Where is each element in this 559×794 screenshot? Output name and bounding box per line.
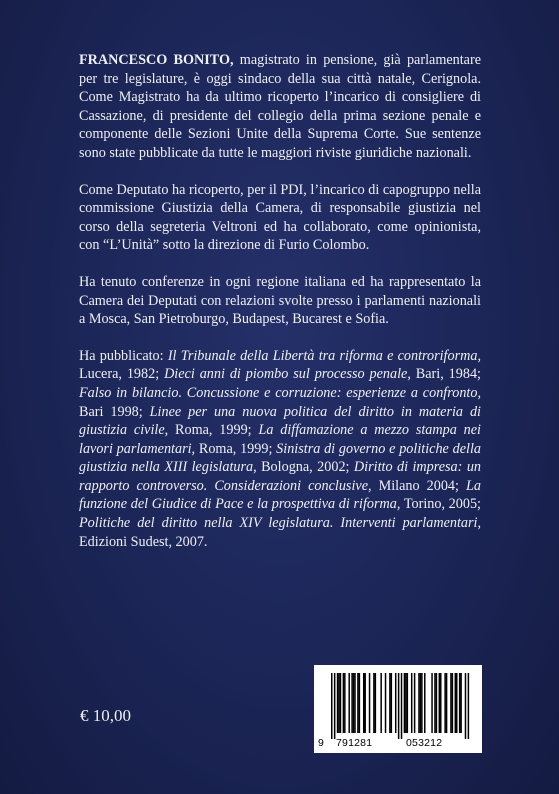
barcode-bar: [364, 673, 366, 733]
publication-title: Diritto di impresa: un rapporto controverso. Considerazioni conclusive: [79, 459, 482, 494]
barcode-guard-bar: [465, 673, 467, 739]
barcode-bar: [338, 673, 340, 733]
barcode-bar: [436, 673, 438, 733]
isbn-barcode: [314, 665, 482, 753]
barcode-guard-bar: [331, 673, 333, 739]
publications-intro: Ha pubblicato:: [79, 347, 168, 364]
barcode-bar: [460, 673, 462, 733]
barcode-bar: [411, 673, 413, 733]
publication-title: La diffamazione a mezzo stampa nei lavori parlamentari,: [79, 422, 481, 457]
barcode-digit-group-1: 791281: [336, 737, 373, 749]
barcode-bar: [418, 673, 420, 733]
barcode-guard-bar: [468, 673, 470, 739]
publication-details: , Bologna, 2002;: [253, 459, 354, 476]
barcode-bar: [456, 673, 458, 733]
barcode-bar: [337, 673, 339, 733]
publication-title: Linee per una nuova politica del diritto in materia di giustizia civile,: [79, 403, 481, 439]
publication-details: Edizioni Sudest, 2007.: [79, 533, 208, 550]
barcode-bar: [380, 673, 382, 733]
publication-title: Il Tribunale della Libertà tra riforma e controriforma,: [167, 347, 482, 364]
barcode-bar: [421, 673, 423, 733]
barcode-bar: [439, 673, 441, 733]
barcode-bar: [369, 673, 371, 733]
publication-details: , Milano 2004;: [368, 477, 467, 494]
barcode-bar: [391, 673, 393, 733]
publication-title: La funzione del Giudice di Pace e la prospettiva di riforma,: [79, 477, 481, 513]
barcode-bar: [414, 673, 416, 733]
barcode-bar: [446, 673, 448, 733]
author-biography: [79, 51, 481, 569]
barcode-bars: [323, 673, 473, 739]
barcode-bar: [424, 673, 426, 733]
barcode-bar: [359, 673, 361, 733]
bio-paragraph-publications: [79, 347, 481, 552]
barcode-bar: [440, 673, 442, 733]
publication-title: Sinistra di governo e politiche della giustizia nella XIII legislatura: [79, 440, 481, 476]
barcode-bar: [354, 673, 356, 733]
barcode-bar: [389, 673, 391, 733]
price-label: € 10,00: [80, 706, 131, 725]
barcode-bar: [452, 673, 454, 733]
barcode-bar: [375, 673, 377, 733]
barcode-bar: [340, 673, 342, 733]
publication-title: Politiche del diritto nella XIV legislatura. Interventi parlamentari,: [79, 515, 481, 532]
bio-paragraph-1: [79, 51, 481, 163]
barcode-bar: [459, 673, 461, 733]
barcode-guard-bar: [398, 673, 400, 739]
barcode-bar: [407, 673, 409, 733]
barcode-bar: [363, 673, 365, 733]
publication-title: Falso in bilancio. Concussione e corruzione: esperienze a confronto,: [79, 384, 481, 401]
barcode-bar: [348, 673, 350, 733]
author-name: FRANCESCO BONITO,: [79, 52, 234, 68]
barcode-bar: [420, 673, 422, 733]
barcode-bar: [431, 673, 433, 733]
barcode-guard-bar: [401, 673, 403, 739]
barcode-bar: [373, 673, 375, 733]
barcode-guard-bar: [334, 673, 336, 739]
barcode-bar: [343, 673, 345, 733]
barcode-digit-group-2: 053212: [406, 737, 443, 749]
barcode-bar: [444, 673, 446, 733]
barcode-bar: [455, 673, 457, 733]
barcode-bar: [353, 673, 355, 733]
bio-paragraph-3: Ha tenuto conferenze in ogni regione italiana ed ha rappresentato la Camera dei Deputati con relazioni svolte presso i parlamenti nazionali a Mosca, San Pietroburgo, Budapest, Bucarest e Sofia.: [79, 273, 481, 328]
barcode-bar: [405, 673, 407, 733]
barcode-bar: [404, 673, 406, 733]
publication-details: Lucera, 1982;: [79, 366, 165, 383]
publication-title: Dieci anni di piombo sul processo penale,: [164, 366, 411, 383]
barcode-bar: [395, 673, 397, 733]
barcode-bar: [357, 673, 359, 733]
barcode-bar: [344, 673, 346, 733]
publication-details: Roma, 1999;: [195, 440, 277, 457]
barcode-bar: [450, 673, 452, 733]
publication-details: Roma, 1999;: [168, 422, 259, 439]
publication-details: Bari 1998;: [79, 403, 150, 420]
publication-details: Bari, 1984;: [410, 366, 481, 383]
bio-paragraph-2: Come Deputato ha ricoperto, per il PDI, l’incarico di capogruppo nella commissione Giustizia della Camera, di responsabile giustizia nel corso della segreteria Veltroni ed ha collaborato, come opinionista, con “L’Unità” sotto la direzione di Furio Colombo.: [79, 181, 481, 254]
barcode-first-digit: 9: [318, 737, 325, 749]
publication-details: Torino, 2005;: [400, 496, 481, 513]
barcode-bar: [385, 673, 387, 733]
barcode-bar: [434, 673, 436, 733]
bio-paragraph-1-text: magistrato in pensione, già parlamentare per tre legislature, è oggi sindaco della sua città natale, Cerignola. Come Magistrato ha da ultimo ricoperto l’incarico di consigliere di Cassazione, di presidente del collegio della prima sezione penale e componente delle Sezioni Unite della Suprema Corte. Sue sentenze sono state pubblicate da tutte le maggiori riviste giuridiche nazionali.: [79, 52, 482, 161]
barcode-bar: [351, 673, 353, 733]
